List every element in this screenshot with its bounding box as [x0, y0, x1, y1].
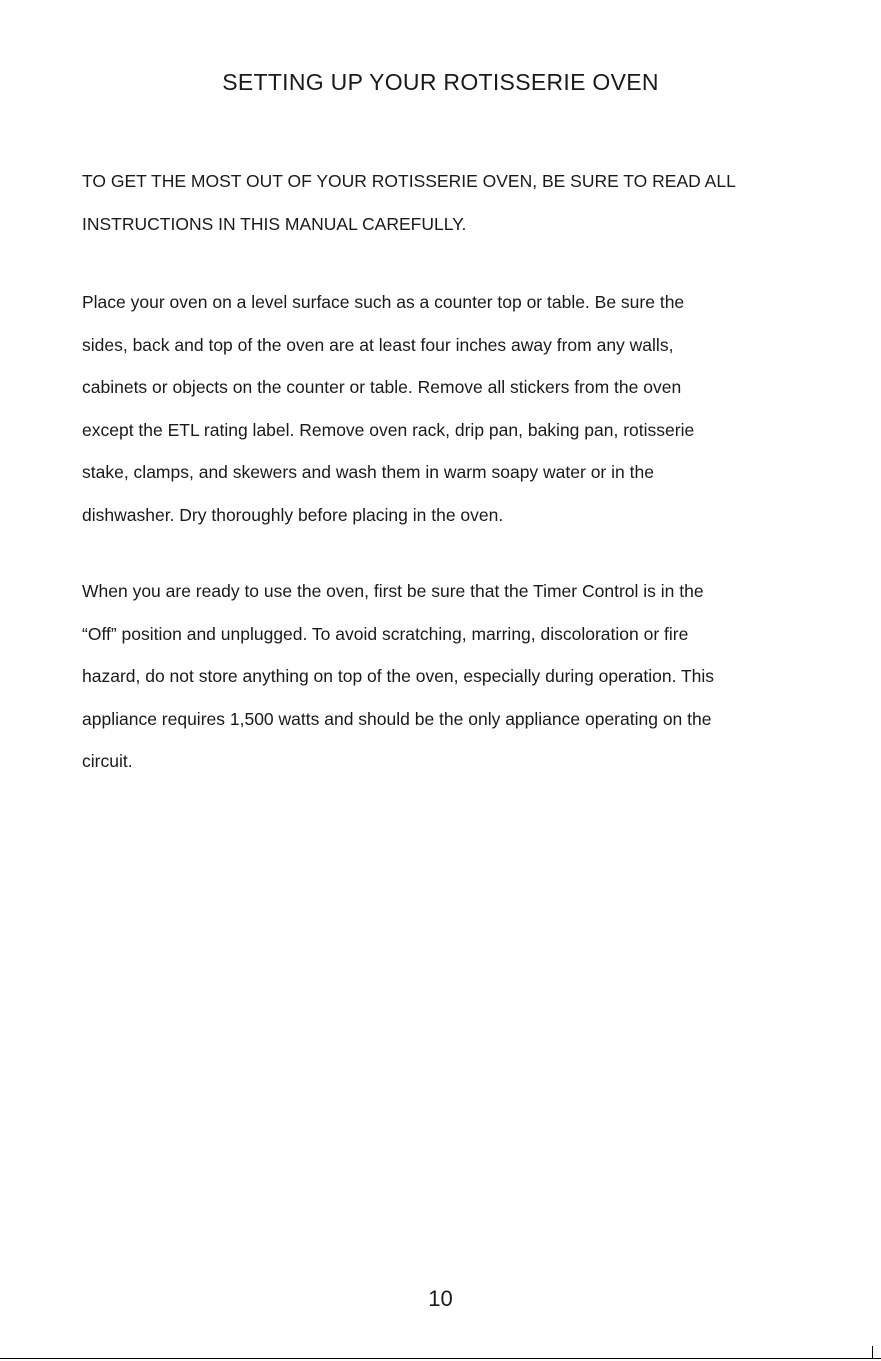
paragraph-line: except the ETL rating label. Remove oven rack, drip pan, baking pan, rotisserie [82, 419, 695, 440]
corner-crop-mark [872, 1346, 873, 1358]
paragraph-line: sides, back and top of the oven are at least four inches away from any walls, [82, 334, 674, 355]
paragraph-line: Place your oven on a level surface such as a counter top or table. Be sure the [82, 292, 685, 312]
paragraph-line: When you are ready to use the oven, first be sure that the Timer Control is in the [82, 581, 704, 601]
paragraph-line: INSTRUCTIONS IN THIS MANUAL CAREFULLY. [82, 213, 467, 234]
paragraph-line: TO GET THE MOST OUT OF YOUR ROTISSERIE OVEN, BE SURE TO READ ALL [82, 171, 736, 191]
paragraph-line: appliance requires 1,500 watts and should be the only appliance operating on the [82, 708, 712, 729]
bottom-divider [0, 1358, 881, 1359]
paragraph-line: dishwasher. Dry thoroughly before placing in the oven. [82, 504, 504, 525]
intro-paragraph [82, 160, 842, 245]
paragraph-line: circuit. [82, 751, 133, 771]
page-title: SETTING UP YOUR ROTISSERIE OVEN [222, 69, 659, 95]
paragraph-line: hazard, do not store anything on top of the oven, especially during operation. This [82, 666, 715, 686]
placement-paragraph [82, 281, 822, 536]
paragraph-line: “Off” position and unplugged. To avoid scratching, marring, discoloration or fire [82, 623, 689, 644]
paragraph-line: cabinets or objects on the counter or table. Remove all stickers from the oven [82, 377, 682, 397]
paragraph-line: stake, clamps, and skewers and wash them in warm soapy water or in the [82, 462, 654, 482]
page-number: 10 [428, 1286, 453, 1311]
usage-paragraph [82, 570, 822, 783]
